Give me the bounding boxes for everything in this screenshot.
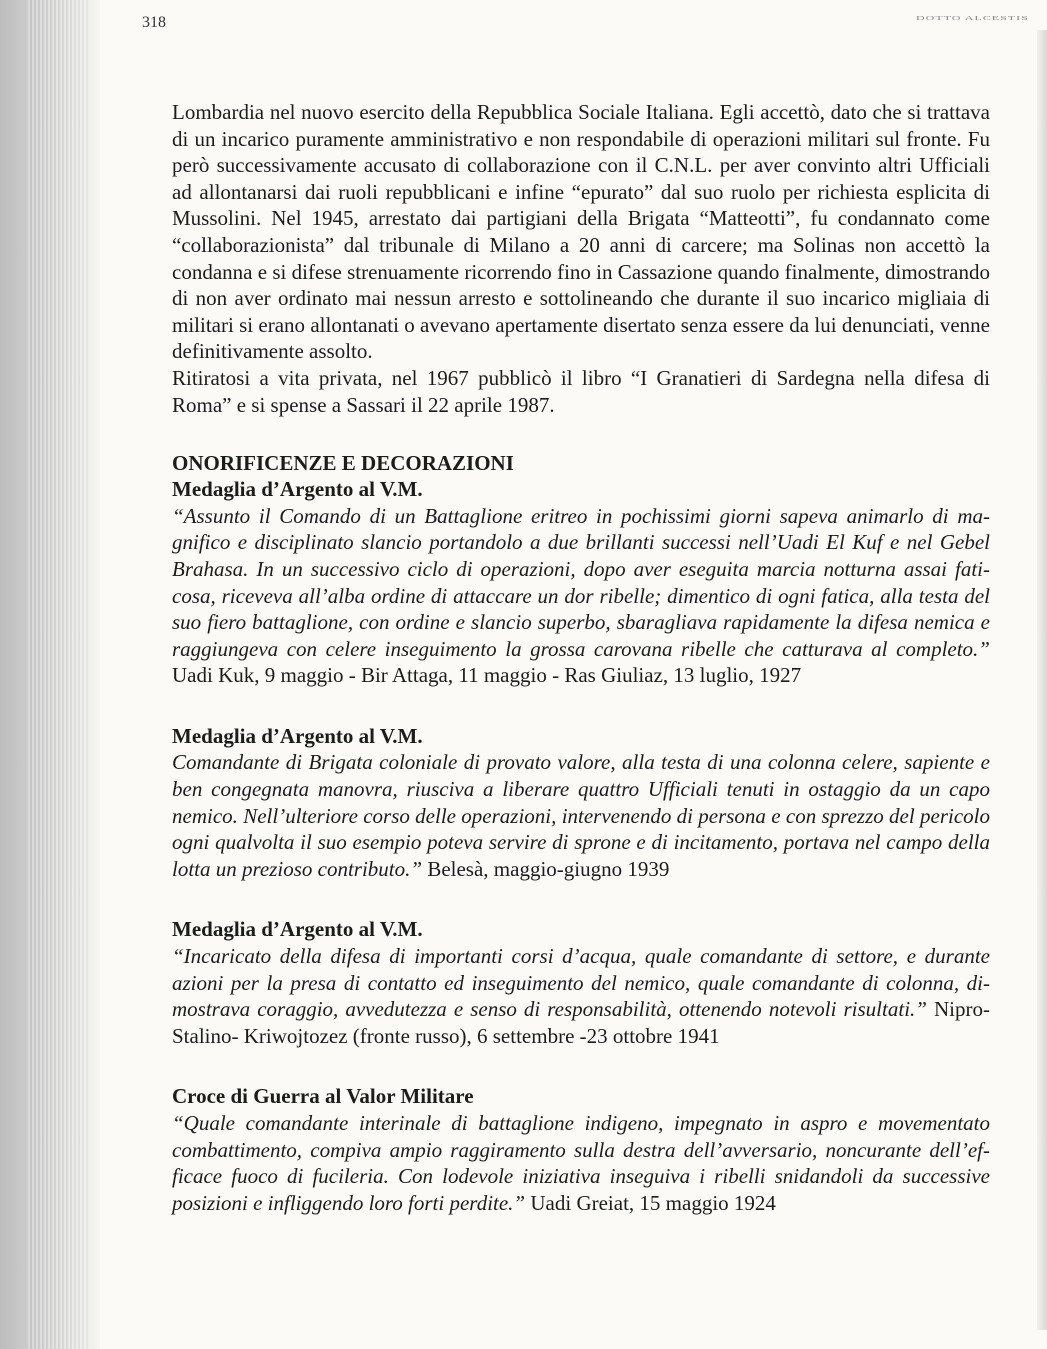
decoration-motivation bbox=[172, 943, 990, 1049]
decoration-title: Medaglia d’Argento al V.M. bbox=[172, 477, 423, 502]
page-content bbox=[172, 99, 990, 1216]
motivation-text: Comandante di Brigata coloniale di provato valore, alla testa di una colonna celere, sapiente e ben congegnata manovra, riusciva a liberare quattro Ufficiali tenuti in ostaggio da un capo nemico. Nell’ulteriore corso delle operazioni, intervenendo di persona e con sprezzo del pericolo ogni qualvolta il suo esempio poteva servire di sprone e di incitamento, portava nel campo della lotta un prezioso contributo.” bbox=[172, 750, 990, 881]
motivation-text: “Quale comandante interinale di battaglione indigeno, impegnato in aspro e movementato combattimento, compiva ampio raggiramento sulla destra dell’avversario, noncurante dell’efficace fuoco di fucileria. Con lodevole iniziativa inseguiva i ribelli snidandoli da successive posizioni e infliggendo loro forti perdite.” bbox=[172, 1111, 990, 1215]
decoration-motivation bbox=[172, 503, 990, 689]
book-binding-texture bbox=[28, 0, 88, 1349]
place-date: Uadi Kuk, 9 maggio - Bir Attaga, 11 maggio - Ras Giuliaz, 13 luglio, 1927 bbox=[172, 663, 802, 688]
body-paragraph: Lombardia nel nuovo esercito della Repubblica Sociale Italiana. Egli accettò, dato che si trattava di un incarico puramente amministrativo e non respondabile di operazioni militari sul fronte. Fu però successivamente accusato di collaborazione con il C.N.L. per aver convinto altri Ufficiali ad allontanarsi dai ruoli repubblicani e infine “epurato” dal suo ruolo per richiesta esplicita di Mussolini. Nel 1945, arrestato dai partigiani della Brigata “Matteotti”, fu condannato come “collaborazionista” dal tribunale di Milano a 20 anni di carcere; ma Solinas non accettò la condanna e si difese strenuamente ricorrendo fino in Cassazione quando finalmente, dimostrando di non aver ordinato mai nessun arresto e sottolineando che durante il suo incarico migliaia di militari si erano allontanati o avevano apertamente disertato senza essere da lui denunciati, venne definitivamente assolto. bbox=[172, 100, 990, 364]
body-paragraph: Ritiratosi a vita privata, nel 1967 pubblicò il libro “I Granatieri di Sardegna nella difesa di Roma” e si spense a Sassari il 22 aprile 1987. bbox=[172, 365, 990, 417]
motivation-text: “Incaricato della difesa di importanti corsi d’acqua, quale comandante di settore, e durante azioni per la presa di contatto ed inseguimento del nemico, quale comandante di colonna, dimostrava coraggio, avvedutezza e senso di responsabilità, ottenendo notevoli risultati.” bbox=[172, 944, 990, 1022]
decoration-entry bbox=[172, 723, 990, 883]
running-head: DOTTO ALCESTIS bbox=[916, 14, 1029, 22]
decoration-title: Medaglia d’Argento al V.M. bbox=[172, 723, 423, 748]
decoration-motivation bbox=[172, 1110, 990, 1216]
decoration-entry bbox=[172, 1083, 990, 1216]
place-date: Uadi Greiat, 15 maggio 1924 bbox=[530, 1190, 776, 1215]
motivation-text: “Assunto il Comando di un Battaglione eritreo in pochissimi giorni sapeva animarlo di magnifico e disciplinato slancio portandolo a due brillanti successi nell’Uadi El Kuf e nel Gebel Brahasa. In un successivo ciclo di operazioni, dopo aver eseguita marcia notturna assai faticosa, riceveva all’alba ordine di attaccare un dor ribelle; dimentico di ogni fatica, alla testa del suo fiero battaglione, con ordine e slancio superbo, sbaragliava rapidamente la difesa nemica e raggiungeva con celere inseguimento la grossa carovana ribelle che catturava al completo.” bbox=[172, 503, 990, 661]
decoration-entry bbox=[172, 916, 990, 1049]
decoration-motivation bbox=[172, 749, 990, 882]
decoration-title: Medaglia d’Argento al V.M. bbox=[172, 917, 423, 942]
decoration-entry bbox=[172, 476, 990, 689]
place-date: Belesà, maggio-giugno 1939 bbox=[427, 856, 670, 881]
page-number: 318 bbox=[142, 14, 166, 31]
section-title: ONORIFICENZE E DECORAZIONI bbox=[172, 451, 514, 476]
place-date: Nipro-Stalino- Kriwojtozez (fronte russo), 6 settembre -23 ottobre 1941 bbox=[172, 997, 991, 1048]
page-edge bbox=[1037, 30, 1047, 1330]
decoration-title: Croce di Guerra al Valor Militare bbox=[172, 1084, 474, 1109]
